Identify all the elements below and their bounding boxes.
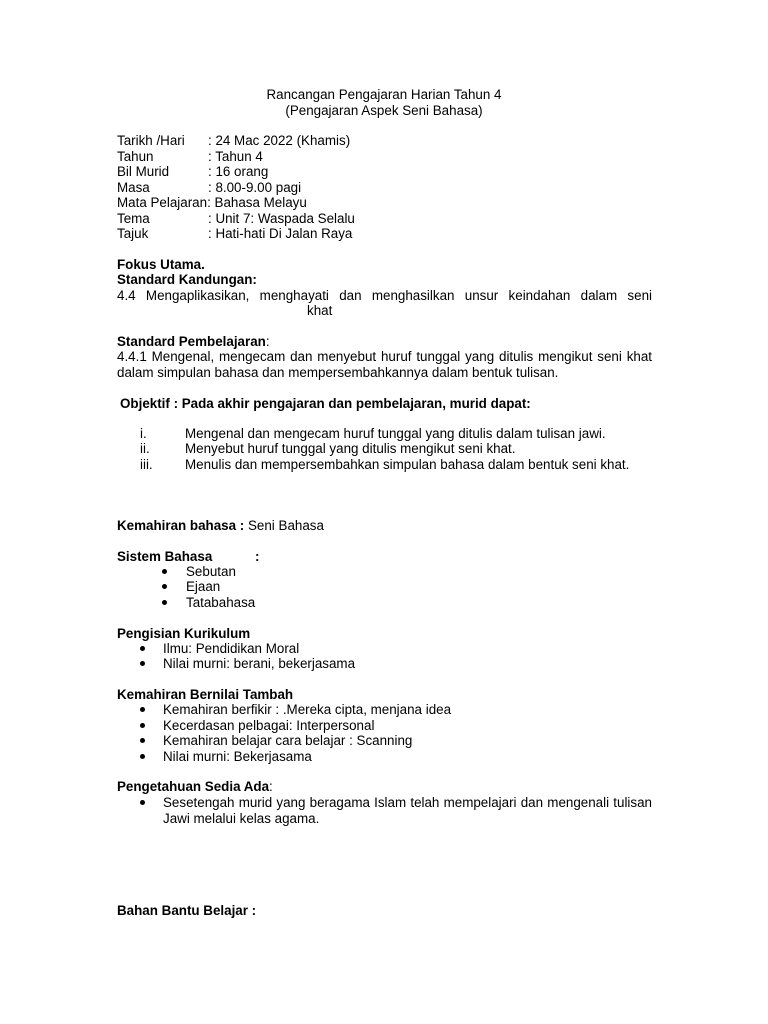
list-marker: iii. (140, 457, 153, 472)
info-label: Masa (117, 180, 150, 195)
standard-kandungan-heading: Standard Kandungan: (117, 272, 257, 287)
fokus-utama-heading: Fokus Utama. (117, 257, 205, 272)
list-item (140, 441, 652, 457)
bahan-bantu-belajar-heading: Bahan Bantu Belajar : (117, 903, 257, 918)
info-row-tahun (117, 149, 263, 165)
objektif-heading: Objektif : Pada akhir pengajaran dan pembelajaran, murid dapat: (120, 396, 531, 411)
kemahiran-bahasa-value: Seni Bahasa (244, 518, 324, 533)
list-text: Menulis dan mempersembahkan simpulan bahasa dalam bentuk seni khat. (185, 457, 630, 472)
bullet-icon (162, 584, 167, 589)
list-item: Kecerdasan pelbagai: Interpersonal (163, 718, 375, 733)
pengetahuan-sedia-ada-heading (117, 779, 273, 795)
kemahiran-bahasa (117, 518, 324, 534)
bullet-icon (140, 754, 145, 759)
info-label: Mata Pelajaran (117, 195, 208, 210)
list-item (140, 457, 652, 489)
info-label: Tarikh /Hari (117, 133, 185, 148)
document-subtitle: (Pengajaran Aspek Seni Bahasa) (285, 103, 483, 118)
list-item: Kemahiran belajar cara belajar : Scanning (163, 733, 413, 748)
bullet-icon (140, 646, 145, 651)
info-label: Tahun (117, 149, 154, 164)
list-text: Mengenal dan mengecam huruf tunggal yang ditulis dalam tulisan jawi. (185, 426, 606, 441)
document-title: Rancangan Pengajaran Harian Tahun 4 (266, 87, 502, 102)
list-item: Nilai murni: Bekerjasama (163, 749, 312, 764)
sistem-bahasa-colon: : (255, 549, 260, 564)
info-label: Bil Murid (117, 164, 170, 179)
standard-pembelajaran-label: Standard Pembelajaran (117, 334, 266, 349)
bullet-icon (140, 661, 145, 666)
info-row-tarikh (117, 133, 350, 149)
list-item (140, 426, 652, 442)
bullet-icon (140, 800, 145, 805)
pengetahuan-sedia-ada-label: Pengetahuan Sedia Ada (117, 779, 270, 794)
info-value: : Hati-hati Di Jalan Raya (208, 226, 353, 241)
info-value: : 16 orang (208, 164, 269, 179)
pengisian-kurikulum-heading: Pengisian Kurikulum (117, 626, 251, 641)
pengetahuan-sedia-ada-colon: : (269, 779, 273, 794)
bullet-icon (162, 600, 167, 605)
info-value: : Tahun 4 (208, 149, 263, 164)
list-item: Kemahiran berfikir : .Mereka cipta, menjana idea (163, 702, 452, 717)
list-item: Sesetengah murid yang beragama Islam telah mempelajari dan mengenali tulisan Jawi melalui kelas agama. (163, 795, 652, 826)
list-marker: ii. (140, 441, 150, 456)
info-value: : 24 Mac 2022 (Khamis) (208, 133, 351, 148)
info-row-bil-murid (117, 164, 268, 180)
bullet-icon (140, 723, 145, 728)
sistem-bahasa-heading: Sistem Bahasa (117, 549, 213, 564)
info-value: : 8.00-9.00 pagi (208, 180, 302, 195)
standard-pembelajaran-colon: : (265, 334, 270, 349)
info-row-masa (117, 180, 301, 196)
info-row-tajuk (117, 226, 352, 242)
kemahiran-bahasa-label: Kemahiran bahasa : (117, 518, 245, 533)
standard-pembelajaran-text: 4.4.1 Mengenal, mengecam dan menyebut huruf tunggal yang ditulis mengikut seni khat dalam simpulan bahasa dan mempersembahkannya dalam bentuk tulisan. (117, 349, 652, 380)
info-value: : Unit 7: Waspada Selalu (208, 211, 355, 226)
info-label: Tajuk (117, 226, 149, 241)
info-value: : Bahasa Melayu (207, 195, 307, 210)
bullet-icon (162, 569, 167, 574)
standard-pembelajaran-heading (117, 334, 270, 350)
list-text: Menyebut huruf tunggal yang ditulis mengikut seni khat. (185, 441, 516, 456)
list-item: Sebutan (186, 564, 236, 579)
info-row-tema (117, 211, 355, 227)
bullet-icon (140, 738, 145, 743)
list-item: Ilmu: Pendidikan Moral (163, 641, 300, 656)
list-item: Ejaan (186, 579, 221, 594)
bullet-icon (140, 707, 145, 712)
list-marker: i. (140, 426, 147, 441)
standard-kandungan-text-cont: khat (307, 303, 333, 318)
info-label: Tema (117, 211, 150, 226)
list-item: Nilai murni: berani, bekerjasama (163, 656, 356, 671)
info-row-mata-pelajaran (117, 195, 307, 211)
standard-kandungan-text: 4.4 Mengaplikasikan, menghayati dan menghasilkan unsur keindahan dalam seni (117, 288, 652, 303)
list-item: Tatabahasa (186, 595, 256, 610)
kemahiran-bernilai-tambah-heading: Kemahiran Bernilai Tambah (117, 687, 294, 702)
